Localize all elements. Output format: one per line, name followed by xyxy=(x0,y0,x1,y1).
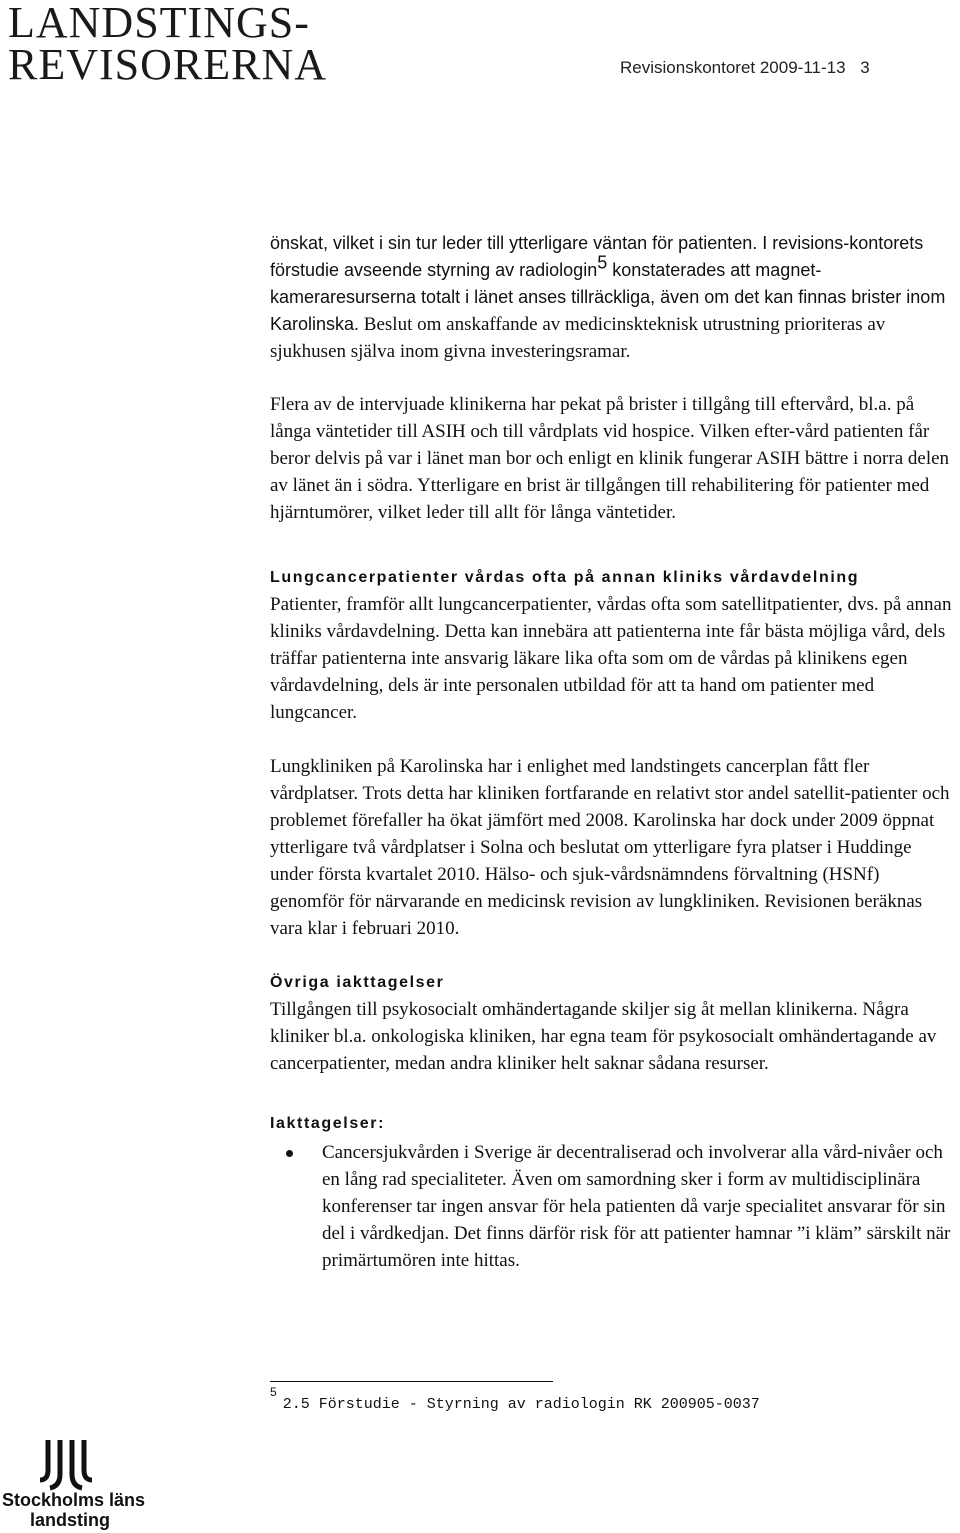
paragraph-1 xyxy=(270,230,958,365)
stockholms-lans-landsting-logo-icon xyxy=(36,1440,96,1492)
footnote-divider xyxy=(270,1381,553,1382)
footer-logo xyxy=(0,1440,150,1533)
logo-line-1: Stockholms läns xyxy=(2,1490,146,1510)
paragraph-4: Lungkliniken på Karolinska har i enlighet med landstingets cancerplan fått fler vårdplatser. Trots detta har kliniken fortfarande en relativt stor andel satellit-patienter och problemet förefaller ha ökat jämfört med 2008. Karolinska har dock under 2009 öppnat ytterligare två vårdplatser i Solna och beslutat om ytterligare fyra platser i Huddinge under första kvartalet 2010. Hälso- och sjuk-vårdsnämndens förvaltning (HSNf) genomför för närvarande en medicinsk revision av lungkliniken. Revisionen beräknas vara klar i februari 2010. xyxy=(270,756,950,939)
document-body xyxy=(270,230,958,1274)
paragraph-5: Tillgången till psykosocialt omhändertagande skiljer sig åt mellan klinikerna. Några kliniker bl.a. onkologiska kliniken, har egna team för psykosocialt omhändertagande av cancerpatienter, medan andra kliniker helt saknar sådana resurser. xyxy=(270,999,937,1074)
brand-line-2: REVISORERNA xyxy=(8,40,328,89)
list-item xyxy=(270,1139,958,1274)
paragraph-3: Patienter, framför allt lungcancerpatienter, vårdas ofta som satellitpatienter, dvs. på annan kliniks vårdavdelning. Detta kan innebära att patienterna inte får bästa möjliga vård, dels träffar patienterna inte ansvarig läkare lika ofta som om de vårdas på klinikens egen vårdavdelning, dels är inte personalen utbildad för att ta hand om patienter med lungcancer. xyxy=(270,594,952,723)
brand-line-1: LANDSTINGS- xyxy=(8,0,310,47)
footnote-text: 2.5 Förstudie - Styrning av radiologin RK 200905-0037 xyxy=(282,1396,760,1413)
page-header xyxy=(620,58,920,78)
list-item-text: Cancersjukvården i Sverige är decentraliserad och involverar alla vård-nivåer och en lång rad specialiteter. Även om samordning sker i form av multidisciplinära konferenser tar ingen ansvar för hela patienten då varje specialitet ansvarar för sin del i vårdkedjan. Det finns därför risk för att patienter hamnar ”i kläm” särskilt när primärtumören inte hittas. xyxy=(322,1142,951,1271)
observation-list xyxy=(270,1139,958,1274)
section-heading-ovriga: Övriga iakttagelser xyxy=(270,974,445,991)
paragraph-1-part-3: Beslut om anskaffande av medicinskteknisk utrustning prioriteras av sjukhusen själva inom givna investeringsramar. xyxy=(270,314,886,362)
brand-logo xyxy=(8,0,328,89)
paragraph-1-part-1: önskat, vilket i sin tur leder till ytterligare väntan för patienten. I revisions-kontorets förstudie avseende styrning av radiologin xyxy=(270,233,924,280)
paragraph-2: Flera av de intervjuade klinikerna har pekat på brister i tillgång till eftervård, bl.a. på långa väntetider till ASIH och till vårdplats vid hospice. Vilken efter-vård patienten får beror delvis på var i länet man bor och enligt en klinik fungerar ASIH bättre i norra delen av länet än i södra. Ytterligare en brist är tillgången till rehabilitering för patienter med hjärntumörer, vilket leder till allt för långa väntetider. xyxy=(270,394,950,523)
bullet-icon xyxy=(286,1150,293,1157)
page-number: 3 xyxy=(860,58,870,77)
footnote xyxy=(270,1385,760,1413)
section-heading-iakttagelser: Iakttagelser: xyxy=(270,1115,386,1132)
footnote-number: 5 xyxy=(270,1385,277,1399)
office-date: Revisionskontoret 2009-11-13 xyxy=(620,58,846,77)
section-heading-lungcancer: Lungcancerpatienter vårdas ofta på annan kliniks vårdavdelning xyxy=(270,569,860,586)
footnote-ref[interactable]: 5 xyxy=(597,252,608,273)
paragraph-1-part-2: konstaterades att magnet-kameraresurserna totalt i länet anses tillräckliga, även om det kan finnas brister inom Karolinska. xyxy=(270,260,946,334)
logo-line-2: landsting xyxy=(30,1510,110,1530)
